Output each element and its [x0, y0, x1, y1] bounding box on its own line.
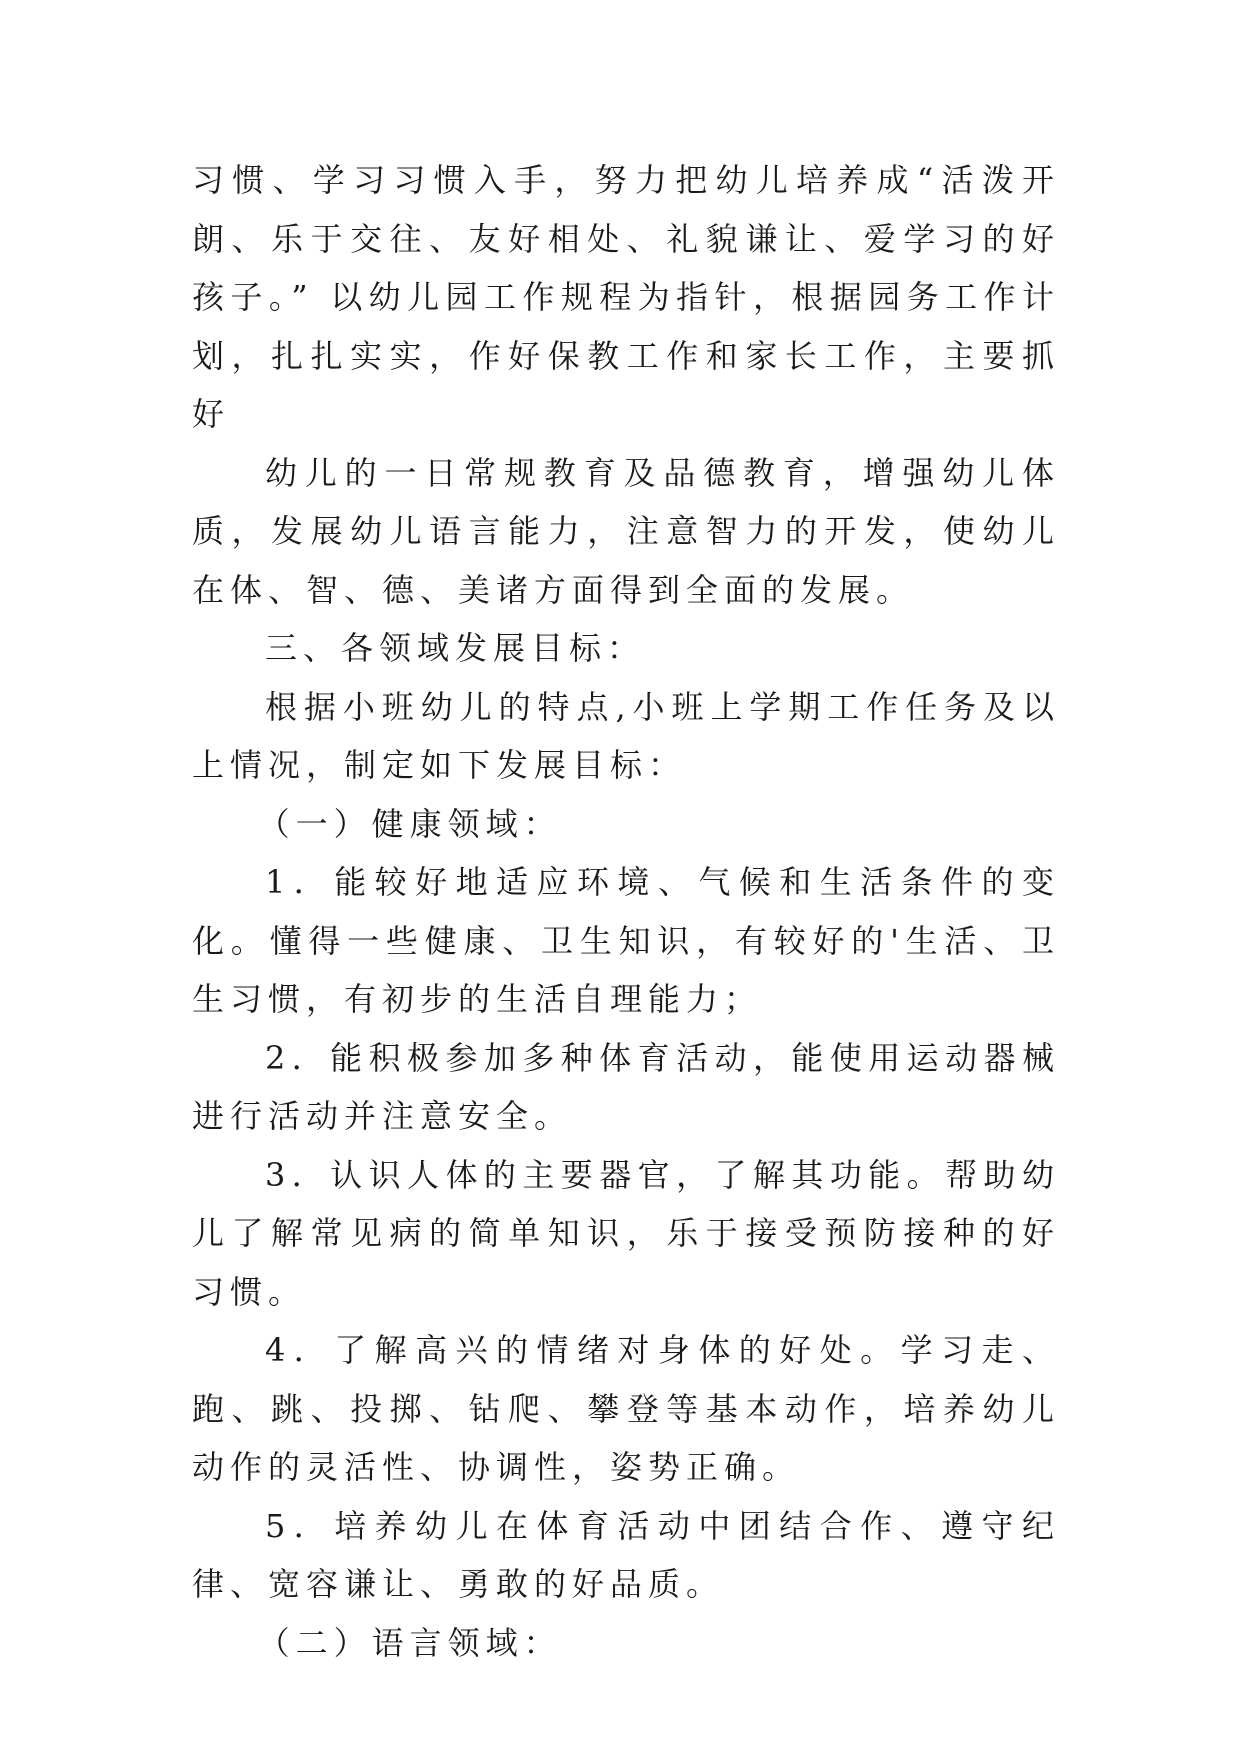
paragraph-intro-continued: 习惯、学习习惯入手，努力把幼儿培养成“活泼开朗、乐于交往、友好相处、礼貌谦让、爱学习的好孩子。” 以幼儿园工作规程为指针，根据园务工作计划，扎扎实实，作好保教工作和家长工作，主要抓好 — [192, 161, 1060, 433]
list-item-health-3: 3．认识人体的主要器官，了解其功能。帮助幼儿了解常见病的简单知识，乐于接受预防接种的好习惯。 — [192, 1155, 1060, 1311]
paragraph-daily-routine: 幼儿的一日常规教育及品德教育，增强幼儿体质，发展幼儿语言能力，注意智力的开发，使幼儿在体、智、德、美诸方面得到全面的发展。 — [192, 453, 1060, 609]
document-page — [192, 151, 1060, 1672]
paragraph-goals-intro: 根据小班幼儿的特点,小班上学期工作任务及以上情况，制定如下发展目标： — [192, 687, 1060, 784]
list-item-health-1: 1．能较好地适应环境、气候和生活条件的变化。懂得一些健康、卫生知识，有较好的'生活、卫生习惯，有初步的生活自理能力； — [192, 863, 1060, 1018]
section-heading-goals: 三、各领域发展目标： — [264, 629, 645, 667]
list-item-health-5: 5．培养幼儿在体育活动中团结合作、遵守纪律、宽容谦让、勇敢的好品质。 — [192, 1506, 1060, 1603]
subsection-heading-health: （一）健康领域： — [257, 804, 562, 843]
list-item-health-4: 4．了解高兴的情绪对身体的好处。学习走、跑、跳、投掷、钻爬、攀登等基本动作，培养幼儿动作的灵活性、协调性，姿势正确。 — [192, 1331, 1060, 1486]
subsection-heading-language: （二）语言领域： — [257, 1623, 562, 1662]
list-item-health-2: 2．能积极参加多种体育活动，能使用运动器械进行活动并注意安全。 — [192, 1038, 1060, 1135]
